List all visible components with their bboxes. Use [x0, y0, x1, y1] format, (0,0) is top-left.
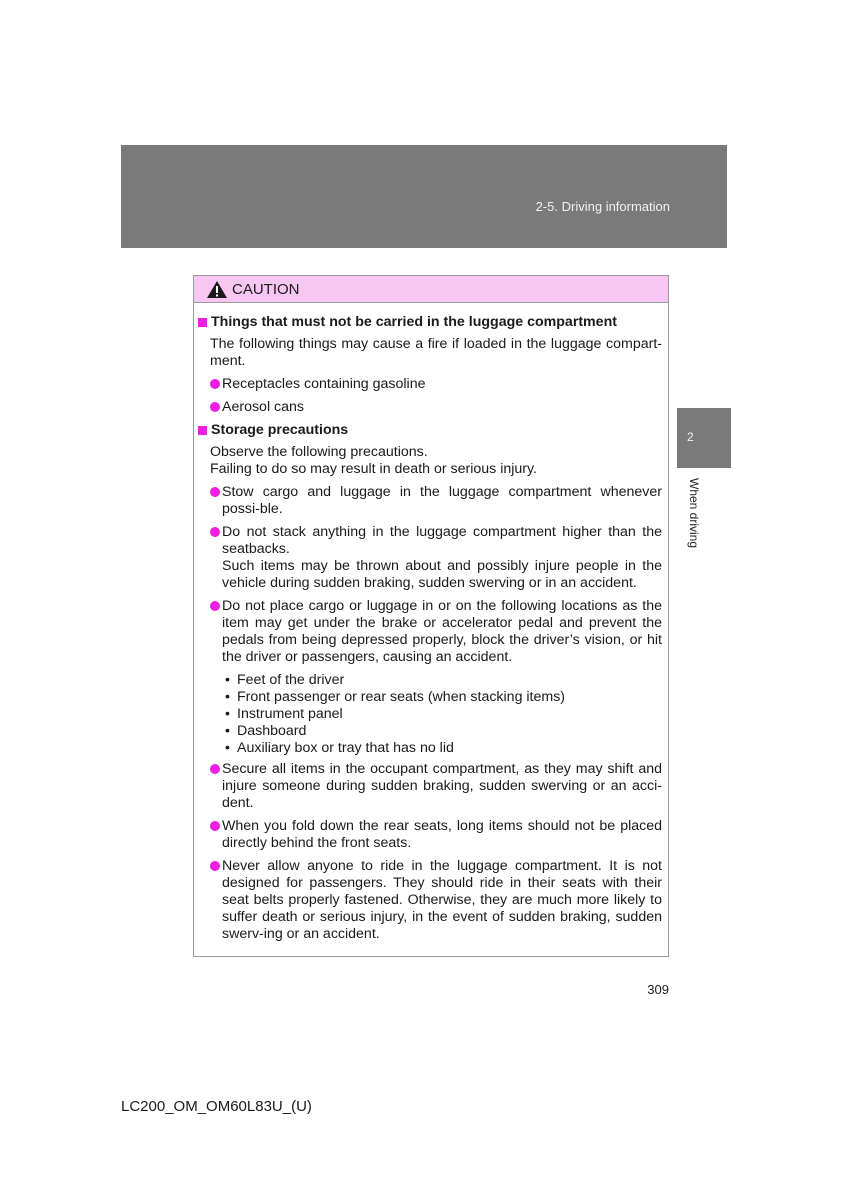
circle-bullet-icon	[210, 861, 220, 871]
circle-bullet-icon	[210, 527, 220, 537]
dot-bullet-icon: •	[225, 672, 230, 688]
list-item-body	[222, 399, 662, 416]
section-paragraph	[210, 444, 662, 478]
section-heading-text: Storage precautions	[211, 422, 349, 438]
sub-list-item-text: Instrument panel	[237, 706, 343, 722]
list-item-text: Do not stack anything in the luggage compartment higher than the seatbacks.	[222, 524, 662, 557]
caution-title: CAUTION	[232, 280, 300, 298]
section-label: 2-5. Driving information	[535, 199, 670, 214]
dot-bullet-icon: •	[225, 723, 230, 739]
sub-list-item-text: Feet of the driver	[237, 672, 345, 688]
list-item	[210, 858, 662, 943]
chapter-number: 2	[687, 430, 694, 444]
dot-bullet-icon: •	[225, 706, 230, 722]
square-bullet-icon	[198, 426, 207, 435]
caution-content	[194, 303, 668, 943]
document-code: LC200_OM_OM60L83U_(U)	[121, 1098, 312, 1115]
paragraph-line: Failing to do so may result in death or serious injury.	[210, 461, 537, 477]
list-item-text: Do not place cargo or luggage in or on the following locations as the item may get under the brake or accelerator pedal and prevent the pedals from being depressed properly, block the driver’s vision, or hit the driver or passengers, causing an accident.	[222, 598, 662, 665]
chapter-tab	[677, 408, 731, 468]
list-item-body	[222, 761, 662, 812]
list-item-text: Never allow anyone to ride in the luggage compartment. It is not designed for passengers. They should ride in their seats with their seat belts properly fastened. Otherwise, they are much more likely to suffer death or serious injury, in the event of sudden braking, sudden swerv-ing or an accident.	[222, 858, 662, 942]
list-item-text: Secure all items in the occupant compartment, as they may shift and injure someone during sudden braking, sudden swerving or an acci-dent.	[222, 761, 662, 811]
circle-bullet-icon	[210, 821, 220, 831]
circle-bullet-icon	[210, 402, 220, 412]
section-paragraph	[210, 336, 662, 370]
dot-bullet-icon: •	[225, 689, 230, 705]
warning-icon	[206, 280, 228, 299]
list-item	[210, 524, 662, 592]
list-item-body	[222, 484, 662, 518]
sub-list-item-text: Front passenger or rear seats (when stacking items)	[237, 689, 566, 705]
list-item	[210, 818, 662, 852]
list-item-text: When you fold down the rear seats, long items should not be placed directly behind the front seats.	[222, 818, 662, 851]
square-bullet-icon	[198, 318, 207, 327]
paragraph-line: Observe the following precautions.	[210, 444, 428, 460]
paragraph-line: The following things may cause a fire if loaded in the luggage compart-ment.	[210, 336, 662, 369]
circle-bullet-icon	[210, 487, 220, 497]
list-item-text: Receptacles containing gasoline	[222, 376, 426, 392]
circle-bullet-icon	[210, 764, 220, 774]
section-heading	[198, 314, 662, 331]
sub-list-item	[225, 672, 662, 689]
sub-list-item	[225, 723, 662, 740]
list-item	[210, 484, 662, 518]
chapter-label: When driving	[687, 478, 701, 549]
caution-header	[194, 276, 668, 303]
circle-bullet-icon	[210, 379, 220, 389]
sub-list	[225, 672, 662, 757]
list-item-body	[222, 524, 662, 592]
sub-list-item	[225, 740, 662, 757]
section-heading	[198, 422, 662, 439]
list-item-body	[222, 376, 662, 393]
list-item-body	[222, 598, 662, 666]
sub-list-item	[225, 706, 662, 723]
sub-list-item-text: Dashboard	[237, 723, 307, 739]
caution-box	[193, 275, 669, 957]
list-item	[210, 399, 662, 416]
list-item	[210, 376, 662, 393]
page-number: 309	[647, 982, 669, 997]
circle-bullet-icon	[210, 601, 220, 611]
list-item-text: Stow cargo and luggage in the luggage compartment whenever possi-ble.	[222, 484, 662, 517]
header-band	[121, 145, 727, 248]
list-item-text: Aerosol cans	[222, 399, 305, 415]
dot-bullet-icon: •	[225, 740, 230, 756]
list-item	[210, 761, 662, 812]
list-item-extra: Such items may be thrown about and possibly injure people in the vehicle during sudden braking, sudden swerving or in an accident.	[222, 558, 662, 591]
list-item	[210, 598, 662, 666]
list-item-body	[222, 818, 662, 852]
section-heading-text: Things that must not be carried in the luggage compartment	[211, 314, 617, 330]
sub-list-item	[225, 689, 662, 706]
list-item-body	[222, 858, 662, 943]
sub-list-item-text: Auxiliary box or tray that has no lid	[237, 740, 454, 756]
